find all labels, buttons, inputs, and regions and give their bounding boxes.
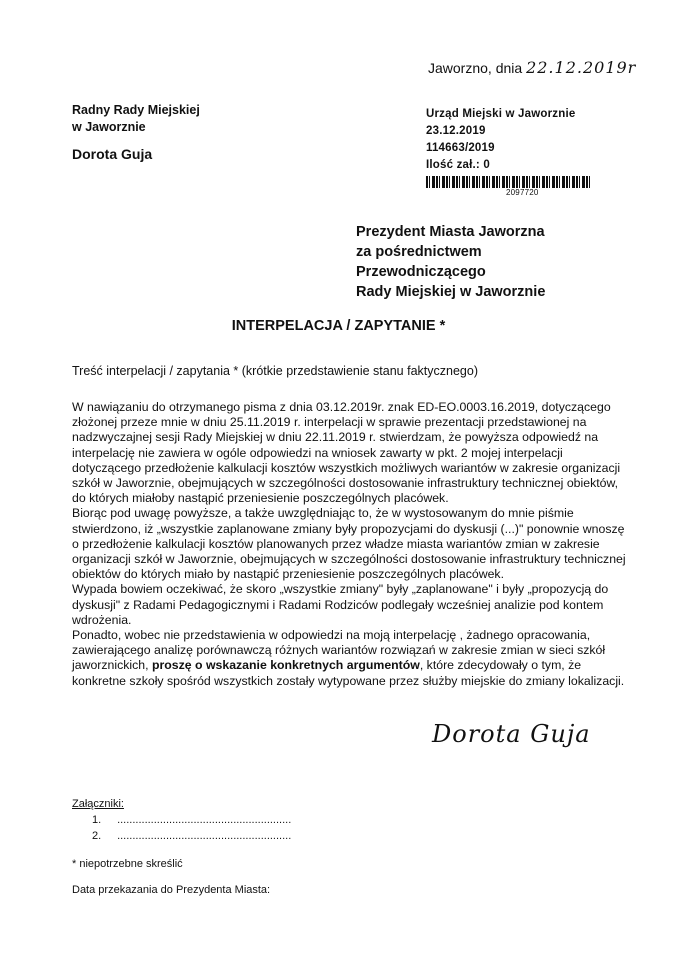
attachment-row xyxy=(72,828,291,844)
footnote: * niepotrzebne skreślić xyxy=(72,858,183,870)
body-paragraph-4-bold: proszę o wskazanie konkretnych argumentów xyxy=(151,658,420,673)
stamp-office: Urząd Miejski w Jaworznie xyxy=(426,108,576,120)
content-label: Treść interpelacji / zapytania * (krótkie przedstawienie stanu faktycznego) xyxy=(72,364,478,378)
registry-stamp xyxy=(426,106,591,197)
sender-line-2: w Jaworznie xyxy=(72,120,146,134)
addressee-line-4: Rady Miejskiej w Jaworznie xyxy=(356,284,546,300)
barcode-number: 2097720 xyxy=(506,188,539,197)
attachment-row xyxy=(72,812,291,828)
sender-block xyxy=(72,102,200,136)
sender-name: Dorota Guja xyxy=(72,146,153,162)
handwritten-signature: Dorota Guja xyxy=(432,720,591,748)
addressee-line-1: Prezydent Miasta Jaworzna xyxy=(356,224,545,240)
body-paragraph-4 xyxy=(72,628,628,689)
attachments-heading: Załączniki: xyxy=(72,798,124,810)
addressee-block xyxy=(356,222,545,302)
body-paragraph-2: Biorąc pod uwagę powyższe, a także uwzględniając to, że w wystosowanym do mnie piśmie stwierdzono, iż „wszystkie zaplanowane zmiany były propozycjami do dyskusji (...)" ponownie wnoszę o przedłożenie kalkulacji kosztów planowanych przez władze miasta wariantów zmian w zakresie organizacji szkół w Jaworznie, obejmujących w szczególności dostosowanie infrastruktury technicznej obiektów do których miało by nastąpić przeniesienie poszczególnych placówek. xyxy=(72,506,626,582)
sender-line-1: Radny Rady Miejskiej xyxy=(72,103,200,117)
addressee-line-3: Przewodniczącego xyxy=(356,264,486,280)
body-paragraph-4-end: , które zdecydowały o tym, że konkretne szkoły spośród wszystkich zostały wytypowane przez służby miejskie do zmiany lokalizacji. xyxy=(72,658,625,688)
stamp-attachments-count: Ilość zał.: 0 xyxy=(426,159,490,171)
barcode-icon xyxy=(426,176,591,188)
stamp-date: 23.12.2019 xyxy=(426,125,486,137)
place-and-date xyxy=(428,58,636,77)
handover-date-label: Data przekazania do Prezydenta Miasta: xyxy=(72,884,271,896)
attachments-block xyxy=(72,796,291,844)
document-body xyxy=(72,400,628,689)
attachment-number: 1. xyxy=(92,814,102,826)
body-paragraph-4-start: Ponadto, wobec nie przedstawienia w odpowiedzi na moją interpelację , żadnego opracowania, zawierającego analizę porównawczą różnych wariantów rozwiązań w zakresie zmian w sieci szkół jaworznickich, xyxy=(72,628,606,673)
attachment-number: 2. xyxy=(92,830,102,842)
document-title: INTERPELACJA / ZAPYTANIE * xyxy=(231,318,446,334)
body-paragraph-3: Wypada bowiem oczekiwać, że skoro „wszystkie zmiany" były „zaplanowane" i były „propozycją do dyskusji" z Radami Pedagogicznymi i Radami Rodziców podlegały wcześniej analizie pod kontem wdrożenia. xyxy=(72,582,609,627)
addressee-line-2: za pośrednictwem xyxy=(356,244,482,260)
attachment-line: ......................................................... xyxy=(117,814,292,826)
attachment-line: ......................................................... xyxy=(117,830,292,842)
handwritten-date: 22.12.2019r xyxy=(526,58,637,77)
body-paragraph-1: W nawiązaniu do otrzymanego pisma z dnia 03.12.2019r. znak ED-EO.0003.16.2019, dotyczącego złożonej przeze mnie w dniu 25.11.2019 r. interpelacji w sprawie prezentacji przedstawionej na nadzwyczajnej sesji Rady Miejskiej w dniu 22.11.2019 r. stwierdzam, że powyższa odpowiedź na interpelację nie zawiera w ogóle odpowiedzi na wniosek zawarty w pkt. 2 mojej interpelacji dotyczącego przedłożenie kalkulacji kosztów wszystkich możliwych wariantów w zakresie organizacji szkół w Jaworznie, obejmujących w szczególności dostosowanie infrastruktury technicznej obiektów, do których miałoby nastąpić przeniesienie poszczególnych placówek. xyxy=(72,400,621,506)
place-date-prefix: Jaworzno, dnia xyxy=(428,60,523,76)
stamp-number: 114663/2019 xyxy=(426,142,495,154)
